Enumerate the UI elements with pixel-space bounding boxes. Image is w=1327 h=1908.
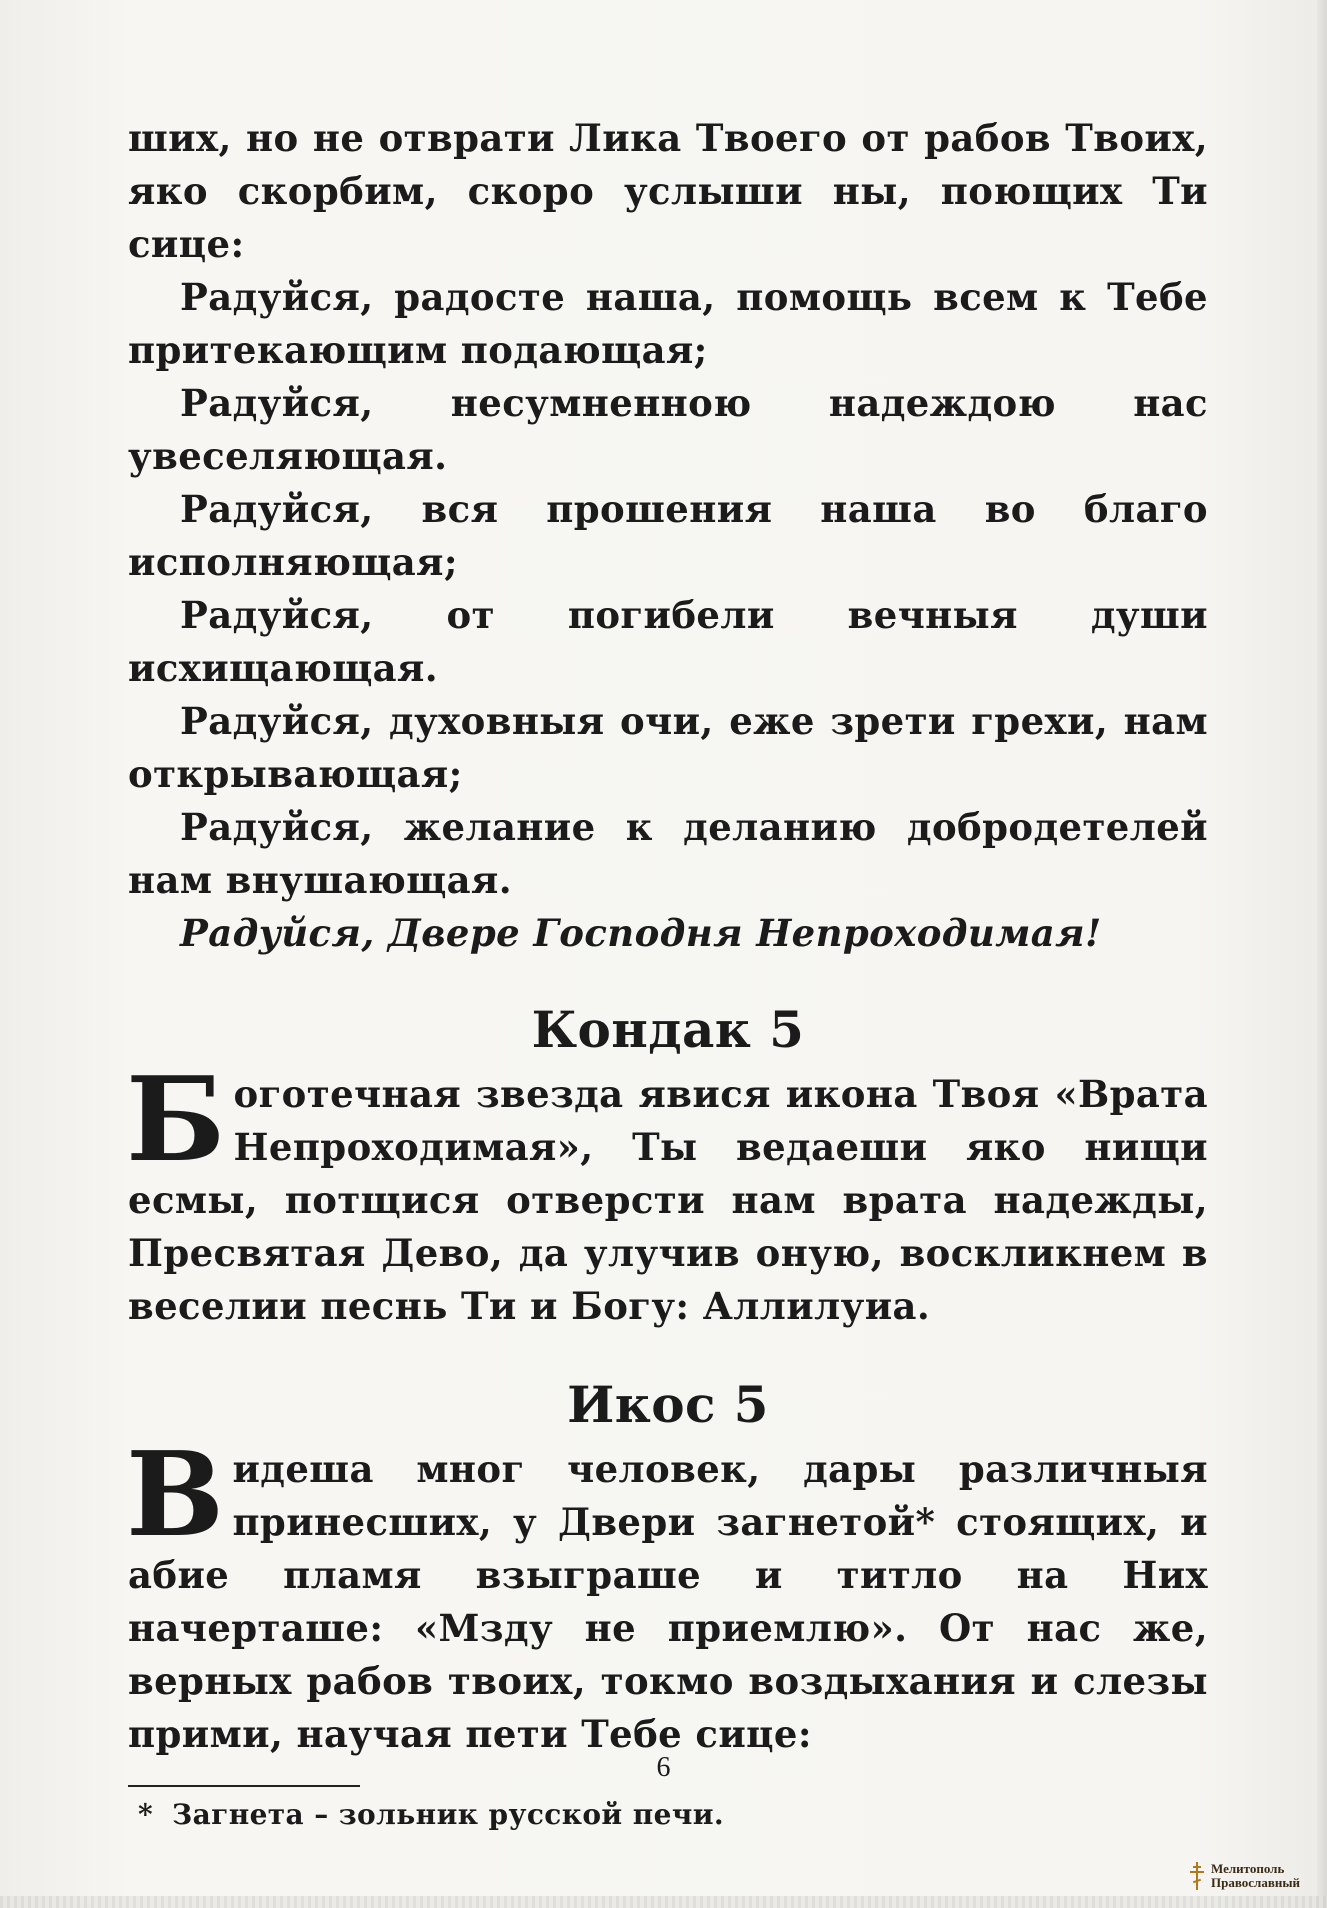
watermark-line-2: Православный xyxy=(1211,1875,1300,1890)
page-number: 6 xyxy=(656,1752,671,1783)
footnote-divider xyxy=(128,1785,360,1787)
text-column xyxy=(128,112,1208,1833)
kondak-heading: Кондак 5 xyxy=(531,1000,805,1059)
orthodox-cross-icon xyxy=(1189,1862,1205,1890)
rejoice-line-2: Радуйся, несумненною надеждою нас увеселяющая. xyxy=(128,381,1208,478)
rejoice-line-6: Радуйся, желание к деланию добродетелей нам внушающая. xyxy=(128,805,1208,902)
watermark-line-1: Мелитополь xyxy=(1211,1861,1285,1876)
page-bottom-edge xyxy=(0,1896,1327,1908)
kondak-text: оготечная звезда явися икона Твоя «Врата Непроходимая», Ты ведаеши яко нищи есмы, потщися отверсти нам врата надежды, Пресвятая Дево, да улучив оную, воскликнем в веселии песнь Ти и Богу: Аллилуиа. xyxy=(128,1072,1208,1328)
rejoice-line-5: Радуйся, духовныя очи, еже зрети грехи, нам открывающая; xyxy=(128,699,1208,796)
refrain: Радуйся, Двере Господня Непроходимая! xyxy=(180,911,1102,955)
ikos-paragraph xyxy=(126,1427,1208,1761)
footnote xyxy=(128,1797,1208,1833)
rejoice-line-1: Радуйся, радосте наша, помощь всем к Тебе притекающим подающая; xyxy=(128,275,1208,372)
watermark xyxy=(1189,1862,1309,1890)
footnote-text: Загнета – зольник русской печи. xyxy=(172,1798,725,1831)
ikos-heading: Икос 5 xyxy=(567,1375,769,1434)
watermark-text xyxy=(1211,1862,1300,1890)
ikos-text: идеша мног человек, дары различныя принесших, у Двери загнетой* стоящих, и абие пламя взыграше и титло на Них начерташе: «Мзду не приемлю». От нас же, верных рабов твоих, токмо воздыхания и слезы прими, научая пети Тебе сице: xyxy=(128,1447,1208,1756)
rejoice-line-3: Радуйся, вся прошения наша во благо исполняющая; xyxy=(128,487,1208,584)
top-paragraph: ших, но не отврати Лика Твоего от рабов Твоих, яко скорбим, скоро услыши ны, поющих Ти сице: xyxy=(128,116,1208,266)
footnote-marker: * xyxy=(138,1798,154,1831)
kondak-paragraph xyxy=(126,1052,1208,1333)
ikos-dropcap: В xyxy=(126,1427,225,1563)
rejoice-line-4: Радуйся, от погибели вечныя души исхищающая. xyxy=(128,593,1208,690)
page-edge-shadow xyxy=(1317,0,1327,1908)
kondak-dropcap: Б xyxy=(126,1052,226,1188)
